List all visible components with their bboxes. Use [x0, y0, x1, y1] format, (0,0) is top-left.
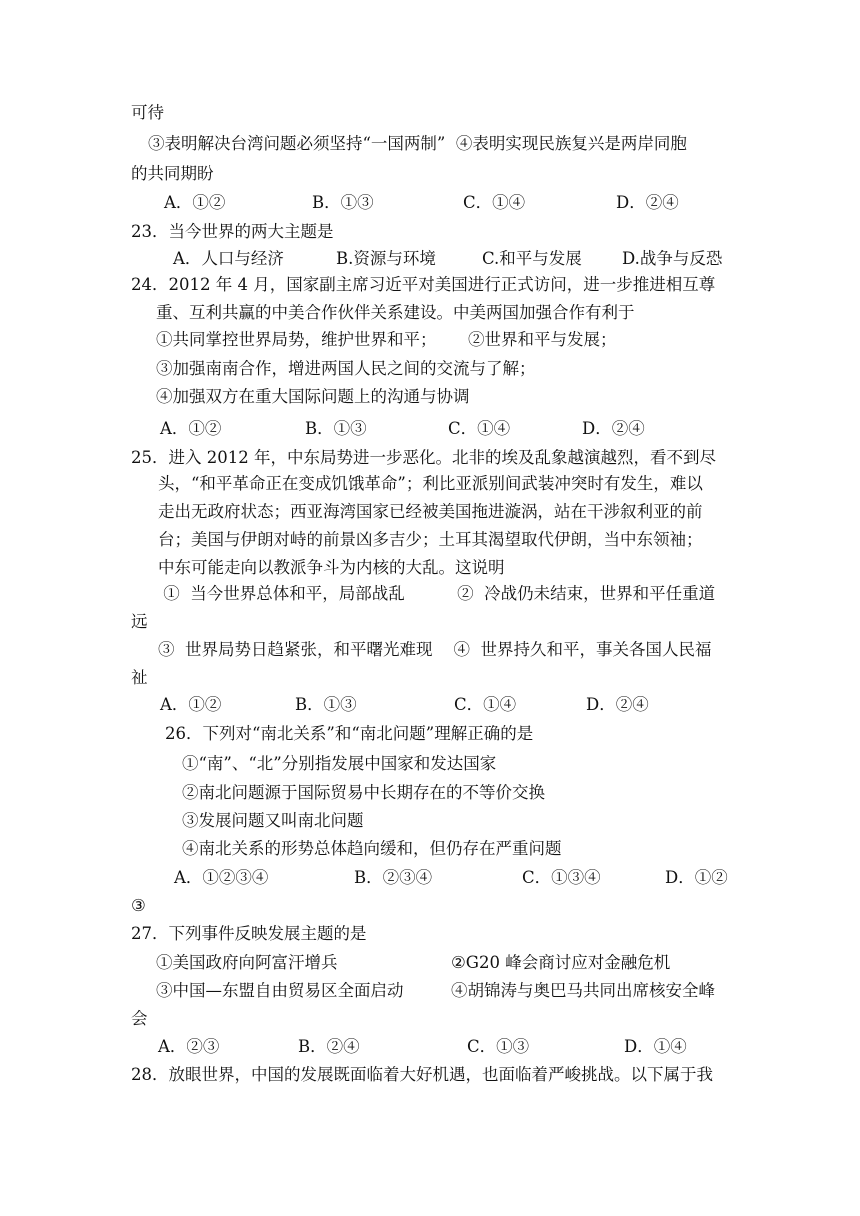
option-d: D．①②	[665, 868, 728, 887]
text-line: ④胡锦涛与奥巴马共同出席核安全峰	[451, 981, 715, 1000]
text-line: 祉	[131, 668, 148, 687]
question-28: 28．放眼世界，中国的发展既面临着大好机遇，也面临着严峻挑战。以下属于我	[131, 1065, 713, 1084]
text-line: 可待	[131, 103, 164, 122]
option-b: B．①③	[312, 193, 374, 212]
text-line: ①美国政府向阿富汗增兵	[156, 953, 338, 972]
text-line: 的共同期盼	[131, 164, 214, 183]
option-c: C．①③④	[522, 868, 601, 887]
option-d: D．②④	[582, 419, 645, 438]
question-23: 23．当今世界的两大主题是	[131, 222, 334, 241]
option-c: C.和平与发展	[482, 249, 582, 268]
text-line: 走出无政府状态；西亚海湾国家已经被美国拖进漩涡，站在干涉叙利亚的前	[158, 502, 703, 521]
question-25: 25．进入 2012 年，中东局势进一步恶化。北非的埃及乱象越演越烈，看不到尽	[131, 448, 716, 467]
option-c: C．①④	[454, 695, 517, 714]
text-line: ①共同掌控世界局势，维护世界和平； ②世界和平与发展；	[156, 330, 617, 349]
text-line: 会	[131, 1009, 148, 1028]
text-line: ②南北问题源于国际贸易中长期存在的不等价交换	[182, 783, 545, 802]
text-line: ③	[131, 896, 146, 915]
text-line: ④南北关系的形势总体趋向缓和，但仍存在严重问题	[182, 839, 562, 858]
text-line: 台；美国与伊朗对峙的前景凶多吉少；土耳其渴望取代伊朗，当中东领袖；	[158, 530, 703, 549]
option-b: B.资源与环境	[336, 249, 436, 268]
text-line: ①“南”、“北”分别指发展中国家和发达国家	[182, 754, 497, 773]
option-b: B．②③④	[354, 868, 433, 887]
text-line: 头，“和平革命正在变成饥饿革命”；利比亚派别间武装冲突时有发生，难以	[158, 474, 703, 493]
option-a: A．①②③④	[174, 868, 269, 887]
option-a: A．人口与经济	[173, 249, 284, 268]
text-line: ④加强双方在重大国际问题上的沟通与协调	[156, 387, 470, 406]
option-a: A．①②	[160, 695, 222, 714]
text-line: 中东可能走向以教派争斗为内核的大乱。这说明	[158, 558, 505, 577]
option-c: C．①③	[467, 1037, 530, 1056]
text-line: ③中国—东盟自由贸易区全面启动	[156, 981, 404, 1000]
option-d: D．②④	[616, 193, 679, 212]
text-line: 远	[131, 612, 148, 631]
option-b: B．①③	[305, 419, 367, 438]
text-line: 重、互利共赢的中美合作伙伴关系建设。中美两国加强合作有利于	[156, 303, 635, 322]
text-line: ① 当今世界总体和平，局部战乱 ② 冷战仍未结束，世界和平任重道	[158, 584, 716, 603]
option-a: A．②③	[158, 1037, 220, 1056]
text-line: ③加强南南合作，增进两国人民之间的交流与了解；	[156, 359, 536, 378]
option-d: D．②④	[586, 695, 649, 714]
option-d: D．①④	[624, 1037, 687, 1056]
question-27: 27．下列事件反映发展主题的是	[131, 924, 367, 943]
option-a: A．①②	[164, 193, 226, 212]
option-c: C．①④	[463, 193, 526, 212]
option-a: A．①②	[160, 419, 222, 438]
option-c: C．①④	[448, 419, 511, 438]
text-line: ③表明解决台湾问题必须坚持“一国两制” ④表明实现民族复兴是两岸同胞	[148, 134, 687, 153]
option-d: D.战争与反恐	[622, 249, 723, 268]
text-line: ②G20 峰会商讨应对金融危机	[451, 953, 671, 972]
question-26: 26．下列对“南北关系”和“南北问题”理解正确的是	[165, 724, 534, 743]
option-b: B．①③	[295, 695, 357, 714]
text-line: ③ 世界局势日趋紧张，和平曙光难现 ④ 世界持久和平，事关各国人民福	[158, 640, 712, 659]
option-b: B．②④	[298, 1037, 360, 1056]
question-24: 24．2012 年 4 月，国家副主席习近平对美国进行正式访问，进一步推进相互尊	[131, 275, 716, 294]
text-line: ③发展问题又叫南北问题	[182, 811, 364, 830]
